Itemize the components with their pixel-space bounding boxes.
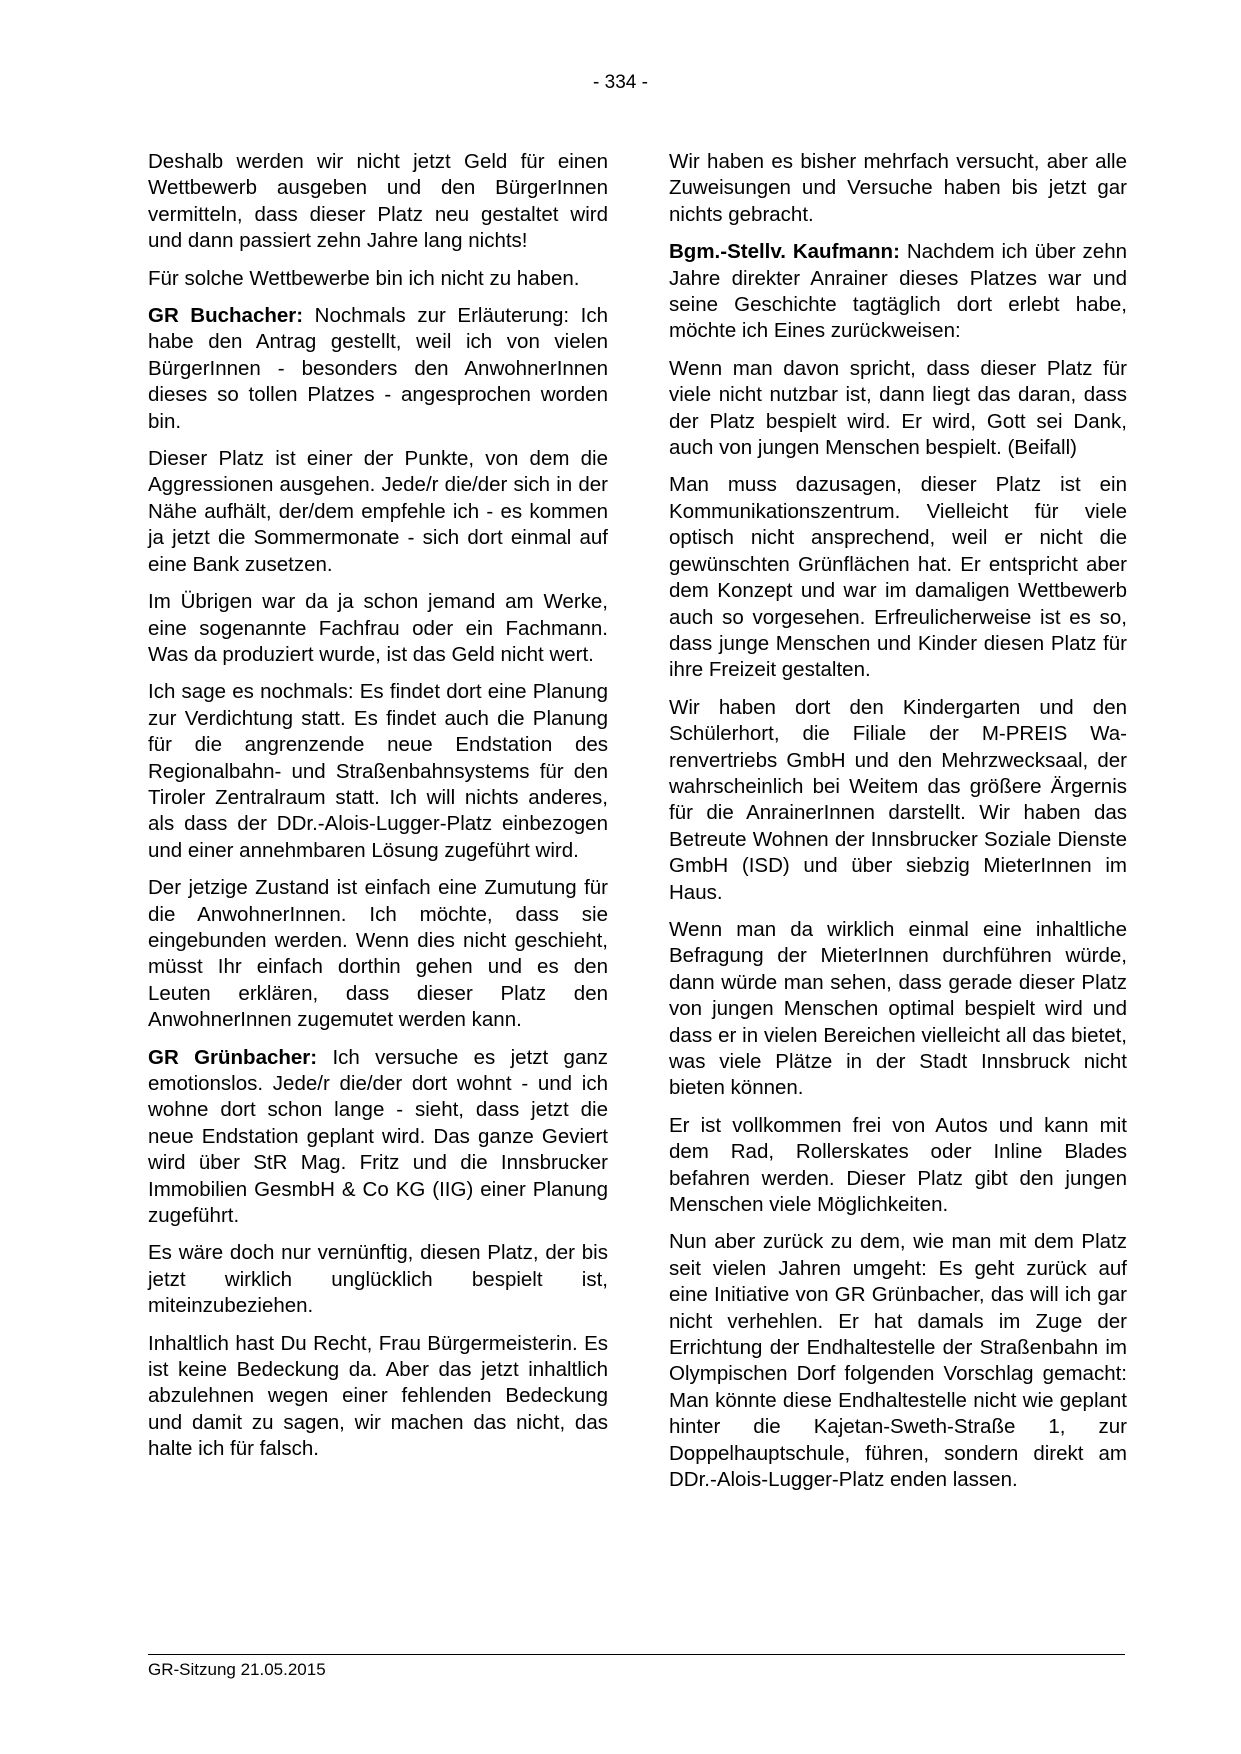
speaker-name: Bgm.-Stellv. Kaufmann: <box>669 240 900 264</box>
paragraph <box>148 303 608 435</box>
footer-session-date: GR-Sitzung 21.05.2015 <box>148 1660 326 1679</box>
paragraph: Nun aber zurück zu dem, wie man mit dem Platz seit vielen Jahren umgeht: Es geht zurück auf eine Initiative von GR Grünbacher, das will ich gar nicht verhehlen. Er hat damals im Zuge der Errichtung der Endhaltestelle der Straßenbahn im Olympischen Dorf folgenden Vorschlag gemacht: Man könnte diese Endhaltestelle nicht wie geplant hinter die Kajetan-Sweth-Straße 1, zur Doppelhauptschule, führen, sondern direkt am DDr.-Alois-Lugger-Platz enden lassen. <box>669 1230 1127 1492</box>
paragraph: Man muss dazusagen, dieser Platz ist ein Kommunikationszentrum. Vielleicht für viele optisch nicht ansprechend, weil er nicht die gewünschten Grünflächen hat. Er entspricht aber dem Konzept und war im damaligen Wettbewerb auch so vorgesehen. Erfreulicherweise ist es so, dass junge Menschen und Kinder diesen Platz für ihre Freizeit gestalten. <box>669 473 1127 682</box>
paragraph: Der jetzige Zustand ist einfach eine Zumutung für die AnwohnerInnen. Ich möchte, dass sie eingebunden werden. Wenn dies nicht geschieht, müsst Ihr einfach dorthin gehen und es den Leuten erklären, dass dieser Platz den AnwohnerInnen zugemutet werden kann. <box>148 876 608 1032</box>
paragraph: Wenn man davon spricht, dass dieser Platz für viele nicht nutzbar ist, dann liegt das daran, dass der Platz bespielt wird. Er wird, Gott sei Dank, auch von jungen Menschen bespielt. (Beifall) <box>669 356 1127 460</box>
footer-divider <box>148 1654 1125 1655</box>
paragraph: Dieser Platz ist einer der Punkte, von dem die Aggressionen ausgehen. Jede/r die/der sich in der Nähe aufhält, der/dem empfehle ich - es kommen ja jetzt die Sommermonate - sich dort einmal auf eine Bank zusetzen. <box>148 447 608 576</box>
paragraph: Er ist vollkommen frei von Autos und kann mit dem Rad, Rollerskates oder Inline Blades befahren werden. Dieser Platz gibt den jungen Menschen viele Möglichkeiten. <box>669 1113 1127 1217</box>
speech-text: Nochmals zur Erläuterung: Ich habe den Antrag gestellt, weil ich von vielen BürgerInnen - besonders den AnwohnerInnen dieses so tollen Platzes - angesprochen worden bin. <box>148 304 608 433</box>
page-number: - 334 - <box>593 72 648 93</box>
paragraph: Es wäre doch nur vernünftig, diesen Platz, der bis jetzt wirklich unglücklich bespielt ist, miteinzubeziehen. <box>148 1241 608 1318</box>
paragraph: Wenn man da wirklich einmal eine inhaltliche Befragung der MieterInnen durchführen würde, dann würde man sehen, dass gerade dieser Platz von jungen Menschen optimal bespielt wird und dass er in vielen Bereichen vielleicht all das bietet, was viele Plätze in der Stadt Innsbruck nicht bieten können. <box>669 917 1127 1100</box>
paragraph: Im Übrigen war da ja schon jemand am Werke, eine sogenannte Fachfrau oder ein Fachmann. Was da produziert wurde, ist das Geld nicht wert. <box>148 590 608 666</box>
speaker-name: GR Buchacher: <box>148 304 304 328</box>
left-column <box>148 149 608 1474</box>
paragraph: Wir haben es bisher mehrfach versucht, aber alle Zuweisungen und Versuche haben bis jetzt gar nichts gebracht. <box>669 150 1127 226</box>
speaker-name: GR Grünbacher: <box>148 1045 318 1069</box>
paragraph: Deshalb werden wir nicht jetzt Geld für einen Wettbewerb ausgeben und den BürgerInnen vermitteln, dass dieser Platz neu gestaltet wird und dann passiert zehn Jahre lang nichts! <box>148 150 608 253</box>
paragraph: Inhaltlich hast Du Recht, Frau Bürgermeisterin. Es ist keine Bedeckung da. Aber das jetzt inhaltlich abzulehnen wegen einer fehlenden Bedeckung und damit zu sagen, wir machen das nicht, das halte ich für falsch. <box>148 1331 608 1461</box>
paragraph <box>148 1045 608 1230</box>
speech-text: Nachdem ich über zehn Jahre direkter Anrainer dieses Platzes war und seine Geschichte tagtäglich dort erlebt habe, möchte ich Eines zurückweisen: <box>669 240 1127 343</box>
paragraph <box>669 239 1127 345</box>
speech-text: Ich versuche es jetzt ganz emotionslos. Jede/r die/der dort wohnt - und ich wohne dort schon lange - sieht, dass jetzt die neue Endstation geplant wird. Das ganze Geviert wird über StR Mag. Fritz und die Innsbrucker Immobilien GesmbH & Co KG (IIG) einer Planung zugeführt. <box>148 1045 608 1228</box>
paragraph: Ich sage es nochmals: Es findet dort eine Planung zur Verdichtung statt. Es findet auch die Planung für die angrenzende neue Endstation des Regionalbahn- und Straßenbahnsystems für den Tiroler Zentralraum statt. Ich will nichts anderes, als dass der DDr.-Alois-Lugger-Platz einbezogen und einer annehmbaren Lösung zugeführt wird. <box>148 680 608 862</box>
right-column <box>669 149 1127 1505</box>
paragraph: Für solche Wettbewerbe bin ich nicht zu haben. <box>148 266 580 290</box>
paragraph: Wir haben dort den Kindergarten und den Schülerhort, die Filiale der M-PREIS Warenvertriebs GmbH und den Mehrzwecksaal, der wahrscheinlich bei Weitem das größere Ärgernis für die AnrainerInnen darstellt. Wir haben das Betreute Wohnen der Innsbrucker Soziale Dienste GmbH (ISD) und über siebzig MieterInnen im Haus. <box>669 695 1127 904</box>
